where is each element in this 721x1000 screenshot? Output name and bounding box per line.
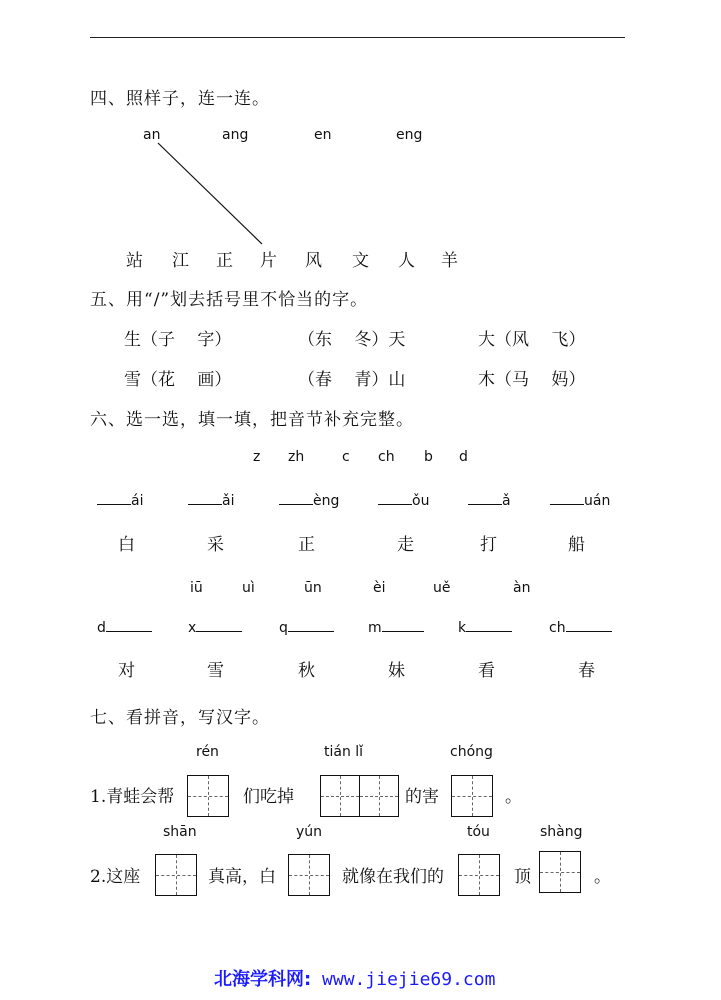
char-option[interactable]: 片 [260,251,277,271]
row1-char: 正 [298,535,315,555]
row1-char: 走 [397,535,414,555]
sentence-text: 2.这座 [90,867,141,887]
char-option[interactable]: 正 [216,251,233,271]
sentence-text: 1.青蛙会帮 [90,787,175,807]
pinyin-hint: tián lǐ [324,744,364,760]
pinyin-fill-item: ǎi [188,493,234,509]
pinyin-hint: shān [163,824,197,840]
footer-url[interactable]: www.jiejie69.com [322,969,496,990]
row2-char: 妹 [388,661,405,681]
choice-group[interactable]: （春 青）山 [298,370,406,390]
section6-title: 六、选一选，填一填，把音节补充完整。 [90,410,414,430]
blank-line[interactable] [466,631,512,632]
blank-line[interactable] [550,504,584,505]
writing-grid-box[interactable] [187,775,229,817]
blank-line[interactable] [566,631,612,632]
blank-line[interactable] [188,504,222,505]
final-ang[interactable]: ang [222,127,249,143]
writing-grid-box[interactable] [155,854,197,896]
initial-option: zh [288,449,305,465]
choice-group[interactable]: （东 冬）天 [298,330,406,350]
char-option[interactable]: 文 [352,251,369,271]
blank-line[interactable] [196,631,242,632]
pinyin-fill-item: ǎ [468,493,511,509]
char-option[interactable]: 风 [305,251,322,271]
section4-title: 四、照样子，连一连。 [90,89,270,109]
char-option[interactable]: 江 [172,251,189,271]
initial-option: c [342,449,350,465]
pinyin-hint: chóng [450,744,493,760]
choice-group[interactable]: 大（风 飞） [478,330,586,350]
row2-char: 看 [478,661,495,681]
sentence-text: 们吃掉 [243,787,294,807]
final-option: èi [373,580,386,596]
final-option: iū [190,580,203,596]
section7-title: 七、看拼音，写汉字。 [90,708,270,728]
writing-grid-box[interactable] [288,854,330,896]
pinyin-fill-item: q [279,620,334,636]
sentence-text: 。 [594,867,611,887]
blank-line[interactable] [378,504,412,505]
choice-group[interactable]: 雪（花 画） [124,370,232,390]
blank-line[interactable] [382,631,424,632]
writing-grid-box[interactable] [451,775,493,817]
char-option[interactable]: 羊 [441,251,458,271]
choice-group[interactable]: 生（子 字） [124,330,232,350]
blank-line[interactable] [97,504,131,505]
row2-char: 对 [118,661,135,681]
initial-option: ch [378,449,395,465]
blank-line[interactable] [279,504,313,505]
row2-char: 秋 [298,661,315,681]
blank-line[interactable] [468,504,502,505]
section5-title: 五、用“/”划去括号里不恰当的字。 [90,290,369,310]
final-eng[interactable]: eng [396,127,423,143]
pinyin-fill-item: ǒu [378,493,429,509]
row1-char: 采 [207,535,224,555]
choice-group[interactable]: 木（马 妈） [478,370,586,390]
sentence-text: 真高，白 [208,867,276,887]
pinyin-hint: tóu [467,824,490,840]
final-option: uì [242,580,255,596]
final-an[interactable]: an [143,127,161,143]
sentence-text: 的害 [405,787,439,807]
footer-site-name: 北海学科网: [214,969,312,990]
initial-option: z [253,449,261,465]
writing-grid-box[interactable] [320,775,360,817]
sentence-text: 就像在我们的 [342,867,444,887]
final-option: ūn [304,580,322,596]
pinyin-fill-item: ch [549,620,612,636]
final-en[interactable]: en [314,127,332,143]
pinyin-fill-item: d [97,620,152,636]
initial-option: d [459,449,468,465]
pinyin-fill-item: èng [279,493,339,509]
sentence-text: 。 [505,787,522,807]
pinyin-fill-item: x [188,620,242,636]
pinyin-fill-item: ái [97,493,143,509]
sentence-text: 顶 [514,867,531,887]
pinyin-fill-item: m [368,620,424,636]
blank-line[interactable] [106,631,152,632]
row2-char: 雪 [207,661,224,681]
blank-line[interactable] [288,631,334,632]
row1-char: 打 [480,535,497,555]
pinyin-fill-item: uán [550,493,610,509]
pinyin-fill-item: k [458,620,512,636]
writing-grid-box[interactable] [359,775,399,817]
final-option: uě [433,580,451,596]
pinyin-hint: rén [196,744,219,760]
row1-char: 白 [118,535,135,555]
footer-source [214,965,495,991]
initial-option: b [424,449,433,465]
pinyin-hint: shàng [540,824,583,840]
char-option[interactable]: 人 [398,251,415,271]
row2-char: 春 [578,661,595,681]
writing-grid-box[interactable] [458,854,500,896]
char-option[interactable]: 站 [126,251,143,271]
writing-grid-box[interactable] [539,851,581,893]
final-option: àn [513,580,531,596]
pinyin-hint: yún [296,824,323,840]
row1-char: 船 [568,535,585,555]
